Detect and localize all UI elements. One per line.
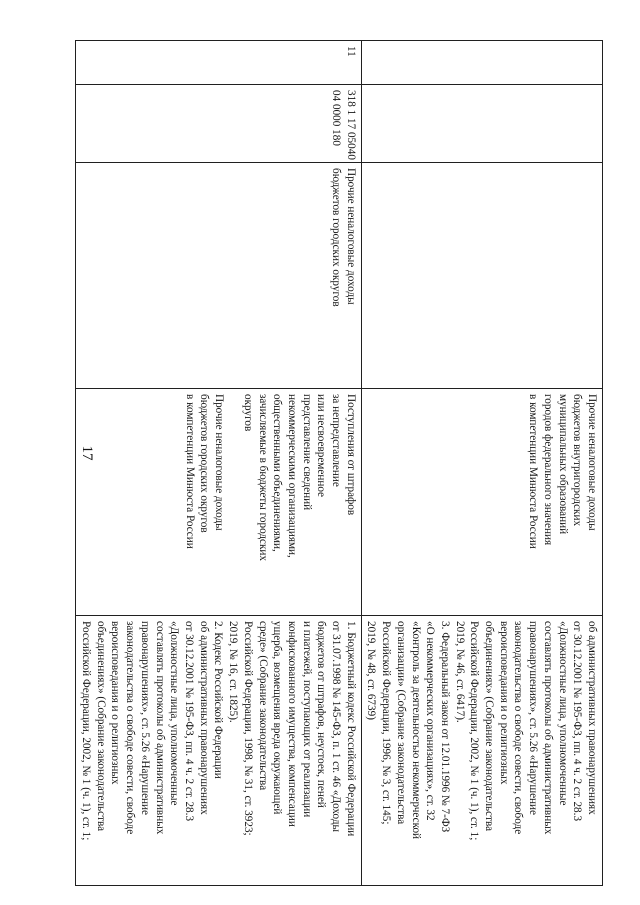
text-line: бюджетов от штрафов, неустоек, пеней	[315, 621, 328, 808]
text-line: составлять протоколы об административных	[541, 621, 554, 835]
text-line: 2019, № 48, ст. 6739)	[365, 621, 378, 720]
text-line: зачисляемые в бюджеты городских	[256, 394, 269, 562]
row-number-cell	[361, 41, 602, 85]
text-line: и платежей, поступающих от реализации	[300, 621, 313, 818]
text-line: 3. Федеральный закон от 12.01.1996 № 7-ФЗ	[438, 621, 451, 833]
text-line: 1. Бюджетный кодекс Российской Федерации	[344, 621, 357, 837]
text-line: бюджетов городских округов	[330, 168, 343, 307]
text-line: Прочие неналоговые доходы	[586, 394, 598, 531]
text-line: в компетенции Минюста России	[183, 394, 196, 549]
text-line: «Должностные лица, уполномоченные	[168, 621, 181, 806]
text-line: 2019, № 46, ст. 6417).	[453, 621, 466, 723]
page-number: 17	[79, 445, 95, 461]
budget-code-cell	[76, 85, 361, 163]
text-line	[226, 394, 240, 610]
text-line: законодательства о свободе совести, свободе	[512, 621, 525, 835]
text-line: в компетенции Минюста России	[527, 394, 540, 549]
text-line: Прочие неналоговые доходы	[213, 394, 226, 531]
text-line: от 31.07.1998 № 145-ФЗ, п. 1 ст. 46 «Доходы	[330, 621, 343, 833]
text-line: 04 0000 180	[330, 90, 343, 146]
text-line: некоммерческими организациями,	[285, 394, 298, 558]
rotated-table-page	[80, 40, 603, 885]
row-number-cell	[76, 41, 361, 85]
text-line: муниципальных образований	[556, 394, 569, 535]
text-line: составлять протоколы об административных	[153, 621, 166, 835]
revenue-table	[75, 40, 603, 886]
text-line: представление сведений	[300, 394, 313, 511]
row-number: 11	[344, 46, 357, 57]
text-line: об административных правонарушениях	[197, 621, 210, 815]
text-line: об административных правонарушениях	[586, 621, 598, 815]
text-line: бюджетов городских округов	[198, 394, 211, 533]
text-line: от 30.12.2001 № 195-ФЗ, пп. 4 ч. 2 ст. 28.3	[571, 621, 584, 822]
text-line: 2. Кодекс Российской Федерации	[212, 621, 225, 779]
text-line: Российской Федерации, 2002, № 1 (ч. 1), ст. 1;	[80, 621, 93, 841]
revenue-name-cell	[361, 163, 602, 389]
text-line: Прочие неналоговые доходы	[344, 168, 357, 305]
revenue-name-cell	[76, 163, 361, 389]
revenue-description-cell	[76, 389, 361, 616]
text-line: Поступления от штрафов	[344, 394, 357, 516]
text-line: за непредставление	[330, 394, 343, 487]
text-line: общественными объединениями,	[271, 394, 284, 552]
text-line: бюджетов внутригородских	[571, 394, 584, 527]
text-line: ущерба, возмещения вреда окружающей	[271, 621, 284, 815]
text-line: объединениях» (Собрание законодательства	[94, 621, 107, 832]
text-line: 2019, № 16, ст. 1825).	[227, 621, 240, 723]
text-line: 318 1 17 05040	[344, 90, 357, 160]
text-line: организации» (Собрание законодательства	[394, 621, 407, 825]
revenue-description-cell	[361, 389, 602, 616]
text-line: конфискованного имущества, компенсации	[285, 621, 298, 827]
text-line: Российской Федерации, 2002, № 1 (ч. 1), ст. 1;	[468, 621, 481, 841]
text-line: правонарушениях», ст. 5.26 «Нарушение	[527, 621, 540, 815]
legal-basis-cell	[361, 616, 602, 886]
table-row	[361, 41, 602, 886]
text-line: «Должностные лица, уполномоченные	[556, 621, 569, 806]
text-line: городов федерального значения	[541, 394, 554, 546]
text-line: среде» (Собрание законодательства	[256, 621, 269, 791]
text-line: «О некоммерческих организациях», ст. 32	[424, 621, 437, 821]
text-line: законодательства о свободе совести, свободе	[124, 621, 137, 835]
text-line: объединениях» (Собрание законодательства	[483, 621, 496, 832]
text-line: Российской Федерации, 1996, № 3, ст. 145;	[380, 621, 393, 825]
text-line: «Контроль за деятельностью некоммерческой	[409, 621, 422, 840]
table-row	[76, 41, 361, 886]
text-line: вероисповедания и о религиозных	[497, 621, 510, 785]
text-line: от 30.12.2001 № 195-ФЗ, пп. 4 ч. 2 ст. 28.3	[183, 621, 196, 822]
text-line: правонарушениях», ст. 5.26 «Нарушение	[138, 621, 151, 815]
legal-basis-cell	[76, 616, 361, 886]
text-line: или несвоевременное	[315, 394, 328, 498]
budget-code-cell	[361, 85, 602, 163]
text-line: округов	[241, 394, 254, 432]
text-line: вероисповедания и о религиозных	[109, 621, 122, 785]
text-line: Российской Федерации, 1998, № 31, ст. 3923;	[241, 621, 254, 836]
